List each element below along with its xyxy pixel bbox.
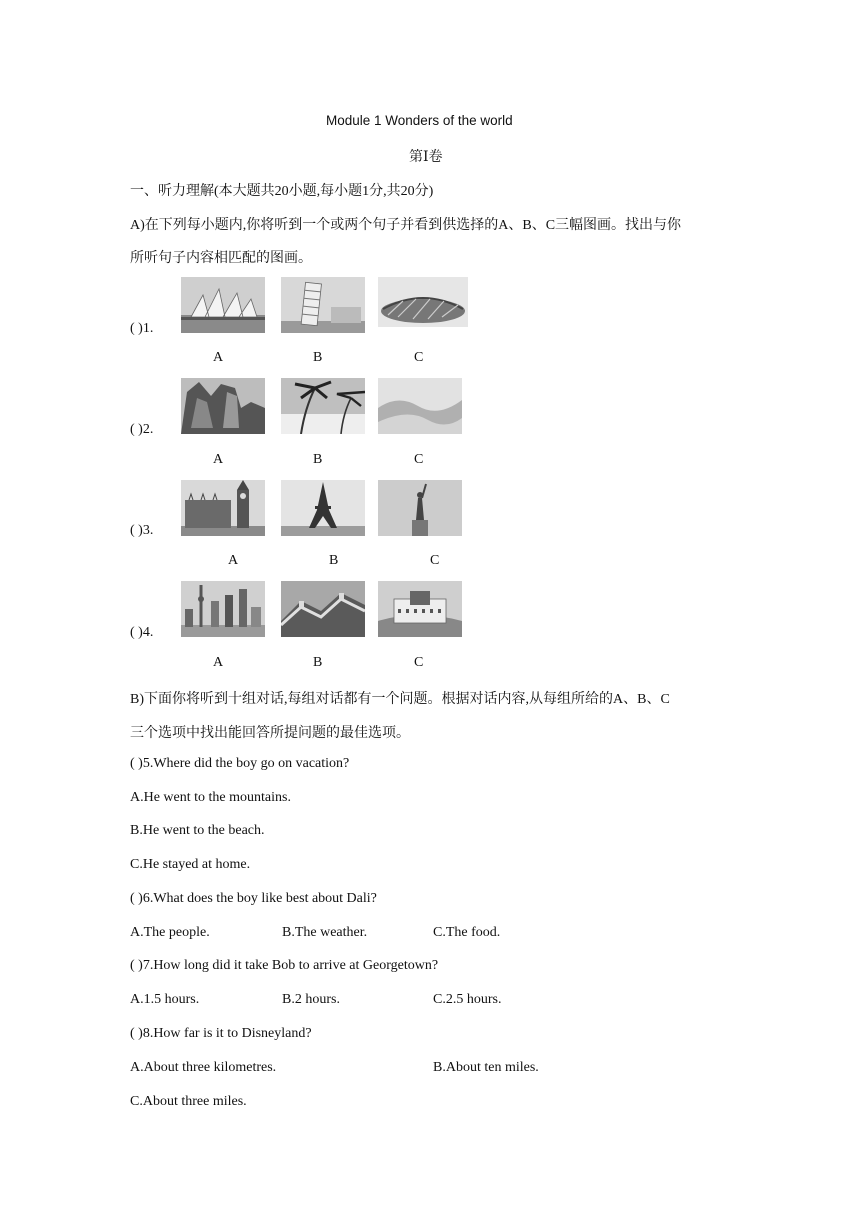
question-4-number: ( )4. xyxy=(130,625,154,640)
question-5: ( )5.Where did the boy go on vacation? xyxy=(130,756,350,771)
option-label-a: A xyxy=(213,452,224,467)
part-b-instruction-line1: B)下面你将听到十组对话,每组对话都有一个问题。根据对话内容,从每组所给的A、B、C xyxy=(130,692,670,707)
question-6-option-c: C.The food. xyxy=(433,925,501,940)
big-ben-icon xyxy=(181,480,265,536)
question-7-option-b: B.2 hours. xyxy=(282,992,340,1007)
question-8: ( )8.How far is it to Disneyland? xyxy=(130,1026,312,1041)
option-label-b: B xyxy=(313,655,323,670)
question-7-option-a: A.1.5 hours. xyxy=(130,992,200,1007)
desert-dunes-icon xyxy=(378,378,462,434)
part-a-instruction-line1: A)在下列每小题内,你将听到一个或两个句子并看到供选择的A、B、C三幅图画。找出与你 xyxy=(130,218,682,233)
option-label-c: C xyxy=(414,655,424,670)
question-8-option-a: A.About three kilometres. xyxy=(130,1060,277,1075)
option-label-a: A xyxy=(213,350,224,365)
birds-nest-stadium-icon xyxy=(378,277,468,327)
statue-of-liberty-icon xyxy=(378,480,462,536)
question-5-option-a: A.He went to the mountains. xyxy=(130,790,291,805)
question-7-option-c: C.2.5 hours. xyxy=(433,992,502,1007)
palm-beach-icon xyxy=(281,378,365,434)
potala-palace-icon xyxy=(378,581,462,637)
option-label-b: B xyxy=(313,350,323,365)
question-2-number: ( )2. xyxy=(130,422,154,437)
part-a-instruction-line2: 所听句子内容相匹配的图画。 xyxy=(130,251,312,266)
option-label-b: B xyxy=(329,553,339,568)
question-8-option-b: B.About ten miles. xyxy=(433,1060,539,1075)
section-heading: 一、听力理解(本大题共20小题,每小题1分,共20分) xyxy=(130,184,434,199)
volume-heading: 第Ⅰ卷 xyxy=(409,150,443,165)
question-6: ( )6.What does the boy like best about Dali? xyxy=(130,891,377,906)
question-7: ( )7.How long did it take Bob to arrive at Georgetown? xyxy=(130,958,439,973)
question-5-option-b: B.He went to the beach. xyxy=(130,823,265,838)
option-label-a: A xyxy=(213,655,224,670)
option-label-c: C xyxy=(414,452,424,467)
question-8-option-c: C.About three miles. xyxy=(130,1094,247,1109)
great-wall-icon xyxy=(281,581,365,637)
question-1-number: ( )1. xyxy=(130,321,154,336)
leaning-tower-icon xyxy=(281,277,365,333)
option-label-c: C xyxy=(414,350,424,365)
question-6-option-a: A.The people. xyxy=(130,925,210,940)
question-5-option-c: C.He stayed at home. xyxy=(130,857,251,872)
option-label-a: A xyxy=(228,553,239,568)
city-skyline-icon xyxy=(181,581,265,637)
option-label-c: C xyxy=(430,553,440,568)
rock-mountains-icon xyxy=(181,378,265,434)
question-6-option-b: B.The weather. xyxy=(282,925,368,940)
page-title: Module 1 Wonders of the world xyxy=(326,113,513,128)
part-b-instruction-line2: 三个选项中找出能回答所提问题的最佳选项。 xyxy=(130,726,410,741)
question-3-number: ( )3. xyxy=(130,523,154,538)
eiffel-tower-icon xyxy=(281,480,365,536)
option-label-b: B xyxy=(313,452,323,467)
opera-house-icon xyxy=(181,277,265,333)
